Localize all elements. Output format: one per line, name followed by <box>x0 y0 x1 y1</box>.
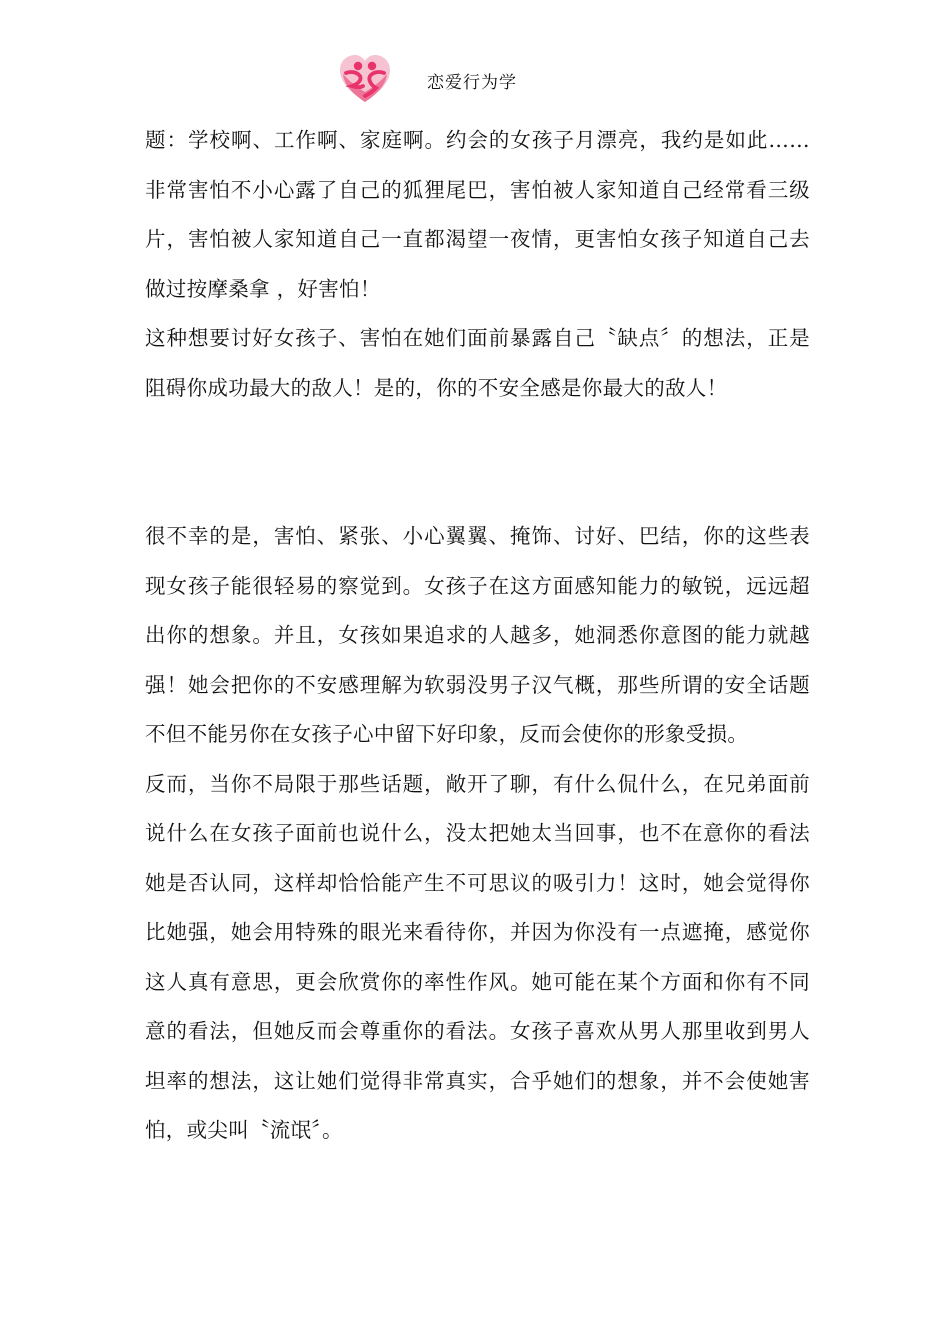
document-body <box>145 116 810 1156</box>
header-title: 恋爱行为学 <box>427 73 517 93</box>
paragraph-4: 反而，当你不局限于那些话题，敞开了聊，有什么侃什么，在兄弟面前说什么在女孩子面前也说什么，没太把她太当回事，也不在意你的看法她是否认同，这样却恰恰能产生不可思议的吸引力！这时，她会觉得你比她强，她会用特殊的眼光来看待你，并因为你没有一点遮掩，感觉你这人真有意思，更会欣赏你的率性作风。她可能在某个方面和你有不同意的看法，但她反而会尊重你的看法。女孩子喜欢从男人那里收到男人坦率的想法，这让她们觉得非常真实，合乎她们的想象，并不会使她害怕，或尖叫〝流氓〞。 <box>145 771 810 1142</box>
paragraph-gap <box>145 413 810 512</box>
page-header <box>0 46 950 106</box>
paragraph-2: 这种想要讨好女孩子、害怕在她们面前暴露自己〝缺点〞的想法，正是阻碍你成功最大的敌人！是的，你的不安全感是你最大的敌人！ <box>145 326 810 400</box>
paragraph-1: 题：学校啊、工作啊、家庭啊。约会的女孩子月漂亮，我约是如此……非常害怕不小心露了自己的狐狸尾巴，害怕被人家知道自己经常看三级片，害怕被人家知道自己一直都渴望一夜情，更害怕女孩子知道自己去做过按摩桑拿 ，好害怕！ <box>145 128 810 301</box>
heart-logo-icon <box>338 52 392 106</box>
paragraph-3: 很不幸的是，害怕、紧张、小心翼翼、掩饰、讨好、巴结，你的这些表现女孩子能很轻易的察觉到。女孩子在这方面感知能力的敏锐，远远超出你的想象。并且，女孩如果追求的人越多，她洞悉你意图的能力就越强！她会把你的不安感理解为软弱没男子汉气概，那些所谓的安全话题不但不能另你在女孩子心中留下好印象，反而会使你的形象受损。 <box>145 524 810 746</box>
